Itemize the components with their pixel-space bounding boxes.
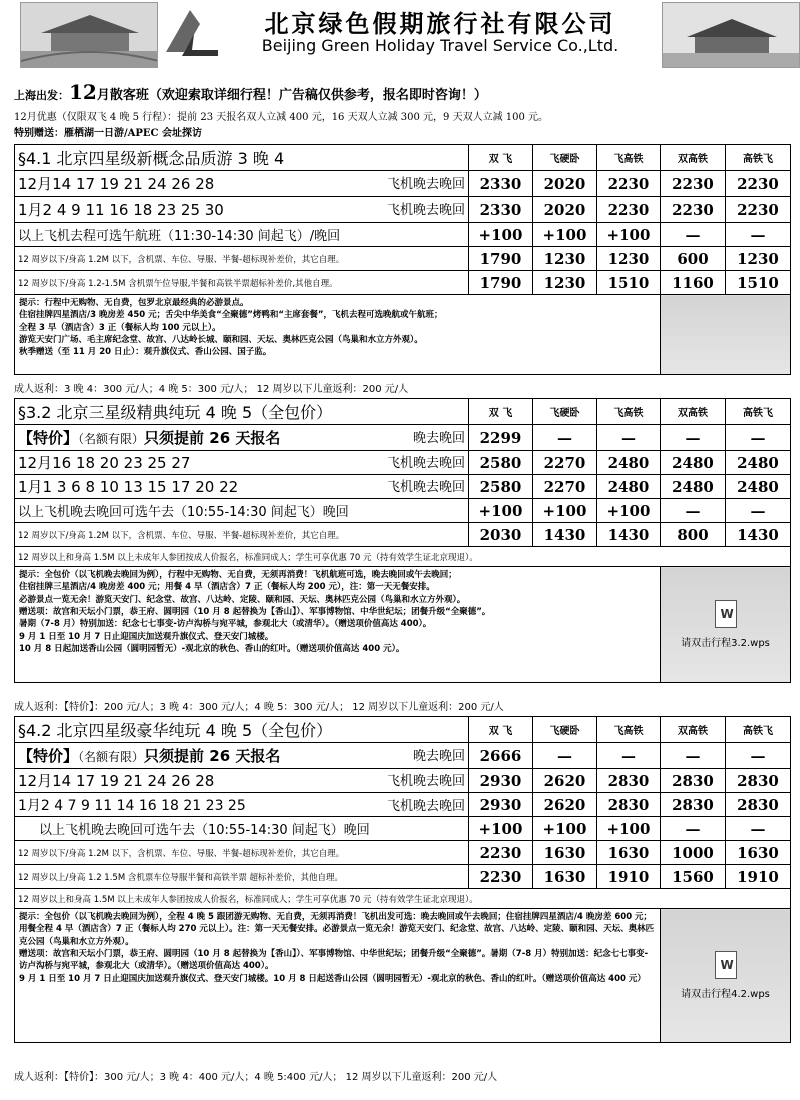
price-cell: 2330 <box>469 197 533 223</box>
price-cell: 2580 <box>469 451 533 475</box>
price-cell: 2620 <box>533 793 597 817</box>
section-title: §4.2 北京四星级豪华纯玩 4 晚 5（全包价） <box>15 717 469 743</box>
price-cell: 2020 <box>533 197 597 223</box>
dash-cell: — <box>661 425 726 451</box>
price-cell: 2830 <box>726 769 791 793</box>
price-cell: 2830 <box>661 793 726 817</box>
table-row <box>15 523 791 547</box>
dash-cell: — <box>597 743 661 769</box>
price-cell: 1230 <box>726 247 791 271</box>
dash-cell: — <box>726 223 791 247</box>
price-cell: 2230 <box>726 171 791 197</box>
price-cell: +100 <box>597 817 661 841</box>
row-note: 飞机晚去晚回 <box>386 456 465 471</box>
rebate-line: 成人返利：【特价】：200 元/人；3 晚 4：300 元/人；4 晚 5：300 元/人； 12 周岁以下儿童返利：200 元/人 <box>14 702 504 713</box>
dash-cell: — <box>661 743 726 769</box>
price-cell: 1000 <box>661 841 726 865</box>
dash-cell: — <box>661 499 726 523</box>
special-gift: 特别赠送：雁栖湖一日游/APEC 会址探访 <box>14 128 202 139</box>
col-header: 飞硬卧 <box>533 717 597 743</box>
price-cell: 2480 <box>597 475 661 499</box>
itinerary-notes: 提示：全包价（以飞机晚去晚回为例），行程中无购物、无自费，无须再消费！飞机航班可选，晚去晚回或午去晚回； 住宿挂牌三星酒店/4 晚房差 400 元；用餐 4 早（酒店含）7 正（餐标人均 200 元），注：第一天无餐安排。 必游景点一览无余！游览天安门、纪念堂、故宫、八达岭、定陵、颐和园、天坛、奥林匹克公园（鸟巢和水立方外观）。 赠送项：故宫和天坛小门票，恭王府、圆明园（10 月 8 起替换为【香山】）、军事博物馆、中华世纪坛；团餐升级“全聚德”。 暑期（7-8 月）特别加送：纪念七七事变-访卢沟桥与宛平城，参观北大（或清华）。（赠送项价值高达 400）。 9 月 1 日至 10 月 7 日止迎国庆加送观升旗仪式、登天安门城楼。 10 月 8 日起加送香山公园（圆明园暂无）-观北京的秋色、香山的红叶。（赠送项价值高达 400 元）。 <box>15 567 661 683</box>
row-note: 飞机晚去晚回 <box>386 203 465 218</box>
price-cell: 2230 <box>661 197 726 223</box>
price-cell: 2480 <box>661 475 726 499</box>
row-note: 飞机晚去晚回 <box>386 774 465 789</box>
rebate-line: 成人返利：【特价】：300 元/人；3 晚 4：400 元/人；4 晚 5:400 元/人； 12 周岁以下儿童返利：200 元/人 <box>14 1072 498 1083</box>
price-cell: 2480 <box>661 451 726 475</box>
table-row <box>15 499 791 523</box>
price-cell: 2230 <box>661 171 726 197</box>
col-header: 双 飞 <box>469 399 533 425</box>
dash-cell: — <box>661 817 726 841</box>
adult-student-note: 12 周岁以上和身高 1.5M 以上未成年人参团按成人价报名，标准同成人；学生可享优惠 70 元（持有效学生证北京现退）。 <box>15 547 791 567</box>
row-note: 晚去晚回 <box>412 431 465 446</box>
price-cell: 1430 <box>726 523 791 547</box>
header <box>0 0 800 72</box>
company-name-cn: 北京绿色假期旅行社有限公司 <box>264 10 616 38</box>
price-cell: 1510 <box>597 271 661 295</box>
row-dates: 1月2 4 9 11 16 18 23 25 30 <box>18 201 224 219</box>
child-price-label: 12 周岁以下/身高 1.2-1.5M 含机票午位导服,半餐和高铁半票超标补差价,其他自理。 <box>15 271 469 295</box>
price-cell: 2830 <box>726 793 791 817</box>
dash-cell: — <box>597 425 661 451</box>
advance-note: 只须提前 26 天报名 <box>144 429 281 447</box>
file-label: 请双击行程3.2.wps <box>681 637 770 649</box>
price-cell: 1230 <box>597 247 661 271</box>
itinerary-file-link[interactable] <box>661 909 791 1043</box>
price-cell: +100 <box>597 499 661 523</box>
table-row <box>15 475 791 499</box>
table-row <box>15 247 791 271</box>
special-row <box>15 425 791 451</box>
price-cell: 1160 <box>661 271 726 295</box>
table-row <box>15 271 791 295</box>
limited-note: （名额有限） <box>78 750 145 764</box>
section-3-2 <box>14 398 790 683</box>
section-4-2 <box>14 716 790 1043</box>
departure-line: 上海出发：12月散客班（欢迎索取详细行程！广告稿仅供参考，报名即时咨询！） <box>14 80 487 104</box>
special-row <box>15 743 791 769</box>
col-header: 双高铁 <box>661 145 726 171</box>
dash-cell: — <box>533 743 597 769</box>
price-cell: 2620 <box>533 769 597 793</box>
col-header: 双 飞 <box>469 145 533 171</box>
price-cell: +100 <box>469 499 533 523</box>
price-cell: 2020 <box>533 171 597 197</box>
price-cell: +100 <box>597 223 661 247</box>
price-cell: 1910 <box>726 865 791 889</box>
price-cell: 2230 <box>469 865 533 889</box>
price-cell: 2480 <box>597 451 661 475</box>
col-header: 双高铁 <box>661 717 726 743</box>
col-header: 高铁飞 <box>726 717 791 743</box>
price-cell: 1790 <box>469 271 533 295</box>
itinerary-notes: 提示：全包价（以飞机晚去晚回为例），全程 4 晚 5 跟团游无购物、无自费，无须再消费！飞机出发可选：晚去晚回或午去晚回；住宿挂牌四星酒店/4 晚房差 600 元；用餐全程 4 早（酒店含）7 正（餐标人均 270 元以上）。注：第一天无餐安排。必游景点一览无余！游览天安门、纪念堂、故宫、八达岭、定陵、颐和园、天坛、奥林匹克公园（鸟巢和水立方外观）。 赠送项：故宫和天坛小门票，恭王府、圆明园（10 月 8 起替换为【香山】）、军事博物馆、中华世纪坛；团餐升级“全聚德”。暑期（7-8 月）特别加送：纪念七七事变-访卢沟桥与宛平城，参观北大（或清华）。（赠送项价值高达 400）。 9 月 1 日至 10 月 7 日止迎国庆加送观升旗仪式、登天安门城楼。10 月 8 日起送香山公园（圆明园暂无）-观北京的秋色、香山的红叶。（赠送项价值高达 400 元） <box>15 909 661 1043</box>
price-cell: +100 <box>469 223 533 247</box>
child-price-label: 12 周岁以上/身高 1.2 1.5M 含机票车位导服半餐和高铁半票 超标补差价，其他自理。 <box>15 865 469 889</box>
price-cell: 600 <box>661 247 726 271</box>
file-label: 请双击行程4.2.wps <box>681 988 770 1000</box>
dash-cell: — <box>726 817 791 841</box>
document-icon <box>715 951 737 979</box>
col-header: 高铁飞 <box>726 145 791 171</box>
price-cell: +100 <box>533 223 597 247</box>
row-dates: 12月14 17 19 21 24 26 28 <box>18 772 215 790</box>
col-header: 飞高铁 <box>597 399 661 425</box>
table-row <box>15 451 791 475</box>
table-row <box>15 817 791 841</box>
row-dates: 12月16 18 20 23 25 27 <box>18 454 191 472</box>
tiananmen-photo <box>662 2 800 68</box>
price-cell: 2299 <box>469 425 533 451</box>
price-cell: 1560 <box>661 865 726 889</box>
limited-note: （名额有限） <box>78 432 145 446</box>
price-cell: 2580 <box>469 475 533 499</box>
row-note: 飞机晚去晚回 <box>386 480 465 495</box>
price-cell: 1230 <box>533 247 597 271</box>
price-cell: 2930 <box>469 793 533 817</box>
row-dates: 12月14 17 19 21 24 26 28 <box>18 175 215 193</box>
col-header: 双 飞 <box>469 717 533 743</box>
price-cell: +100 <box>533 817 597 841</box>
col-header: 双高铁 <box>661 399 726 425</box>
document-icon <box>715 600 737 628</box>
price-cell: 1430 <box>597 523 661 547</box>
section-title: §3.2 北京三星级精典纯玩 4 晚 5（全包价） <box>15 399 469 425</box>
child-price-label: 12 周岁以下/身高 1.2M 以下，含机票、车位、导服、半餐-超标现补差价，其它自理。 <box>15 841 469 865</box>
price-cell: 1630 <box>533 841 597 865</box>
col-header: 飞硬卧 <box>533 145 597 171</box>
special-tag: 【特价】 <box>18 429 79 447</box>
price-cell: +100 <box>533 499 597 523</box>
price-cell: 1630 <box>726 841 791 865</box>
price-cell: 1790 <box>469 247 533 271</box>
price-cell: 1230 <box>533 271 597 295</box>
rebate-line: 成人返利：3 晚 4：300 元/人；4 晚 5：300 元/人； 12 周岁以下儿童返利：200 元/人 <box>14 384 409 395</box>
price-cell: 1430 <box>533 523 597 547</box>
dash-cell: — <box>661 223 726 247</box>
table-row <box>15 793 791 817</box>
dash-cell: — <box>726 425 791 451</box>
dash-cell: — <box>726 499 791 523</box>
row-option: 以上飞机晚去晚回可选午去（10:55-14:30 间起飞）晚回 <box>15 817 469 841</box>
price-cell: 2030 <box>469 523 533 547</box>
col-header: 飞硬卧 <box>533 399 597 425</box>
company-logo <box>160 6 222 62</box>
special-tag: 【特价】 <box>18 747 79 765</box>
forbidden-city-photo <box>20 2 158 68</box>
price-cell: 1630 <box>597 841 661 865</box>
child-price-label: 12 周岁以下/身高 1.2M 以下，含机票、车位、导服、半餐-超标现补差价，其它自理。 <box>15 523 469 547</box>
row-option: 以上飞机晚去晚回可选午去（10:55-14:30 间起飞）晚回 <box>15 499 469 523</box>
price-cell: 2230 <box>597 197 661 223</box>
row-note: 晚去晚回 <box>412 749 465 764</box>
row-option: 以上飞机去程可选午航班（11:30-14:30 间起飞）/晚回 <box>15 223 469 247</box>
price-cell: 2666 <box>469 743 533 769</box>
price-cell: 2330 <box>469 171 533 197</box>
price-cell: 2830 <box>661 769 726 793</box>
col-header: 高铁飞 <box>726 399 791 425</box>
price-cell: 2830 <box>597 793 661 817</box>
price-cell: 1510 <box>726 271 791 295</box>
table-row <box>15 769 791 793</box>
price-cell: 2230 <box>597 171 661 197</box>
table-row <box>15 841 791 865</box>
table-row <box>15 223 791 247</box>
price-cell: 2480 <box>726 475 791 499</box>
price-cell: 800 <box>661 523 726 547</box>
table-row <box>15 197 791 223</box>
section-title: §4.1 北京四星级新概念品质游 3 晚 4 <box>15 145 469 171</box>
advance-note: 只须提前 26 天报名 <box>144 747 281 765</box>
price-cell: +100 <box>469 817 533 841</box>
child-price-label: 12 周岁以下/身高 1.2M 以下，含机票、车位、导服、半餐-超标现补差价，其它自理。 <box>15 247 469 271</box>
dash-cell: — <box>726 743 791 769</box>
row-note: 飞机晚去晚回 <box>386 798 465 814</box>
price-cell: 2930 <box>469 769 533 793</box>
dash-cell: — <box>533 425 597 451</box>
company-name-en: Beijing Green Holiday Travel Service Co.,Ltd. <box>261 36 619 55</box>
itinerary-file-link[interactable] <box>661 567 791 683</box>
section-4-1 <box>14 144 790 375</box>
price-cell: 1630 <box>533 865 597 889</box>
row-dates: 1月1 3 6 8 10 13 15 17 20 22 <box>18 478 239 496</box>
price-cell: 2230 <box>469 841 533 865</box>
itinerary-notes: 提示：行程中无购物、无自费，包罗北京最经典的必游景点。 住宿挂牌四星酒店/3 晚房差 450 元；舌尖中华美食“全聚德”烤鸭和“主席套餐”，飞机去程可选晚航或午航班； 全程 3 早（酒店含）3 正（餐标人均 100 元以上）。 游览天安门广场、毛主席纪念堂、故宫、八达岭长城、颐和园、天坛、奥林匹克公园（鸟巢和水立方外观）。 秋季赠送（至 11 月 20 日止）：观升旗仪式、香山公园、国子监。 <box>15 295 661 375</box>
price-cell: 2480 <box>726 451 791 475</box>
price-cell: 2270 <box>533 451 597 475</box>
price-cell: 2270 <box>533 475 597 499</box>
price-cell: 1910 <box>597 865 661 889</box>
col-header: 飞高铁 <box>597 717 661 743</box>
december-discount: 12月优惠（仅限双飞 4 晚 5 行程）：提前 23 天报名双人立减 400 元，16 天双人立减 300 元，9 天双人立减 100 元。 <box>14 112 549 123</box>
price-cell: 2830 <box>597 769 661 793</box>
table-row <box>15 865 791 889</box>
adult-student-note: 12 周岁以上和身高 1.5M 以上未成年人参团按成人价报名，标准同成人；学生可享优惠 70 元（持有效学生证北京现退）。 <box>15 889 791 909</box>
row-note: 飞机晚去晚回 <box>386 177 465 192</box>
row-dates: 1月2 4 7 9 11 14 16 18 21 23 25 <box>18 797 246 814</box>
price-cell: 2230 <box>726 197 791 223</box>
great-wall-image <box>661 295 791 375</box>
col-header: 飞高铁 <box>597 145 661 171</box>
table-row <box>15 171 791 197</box>
